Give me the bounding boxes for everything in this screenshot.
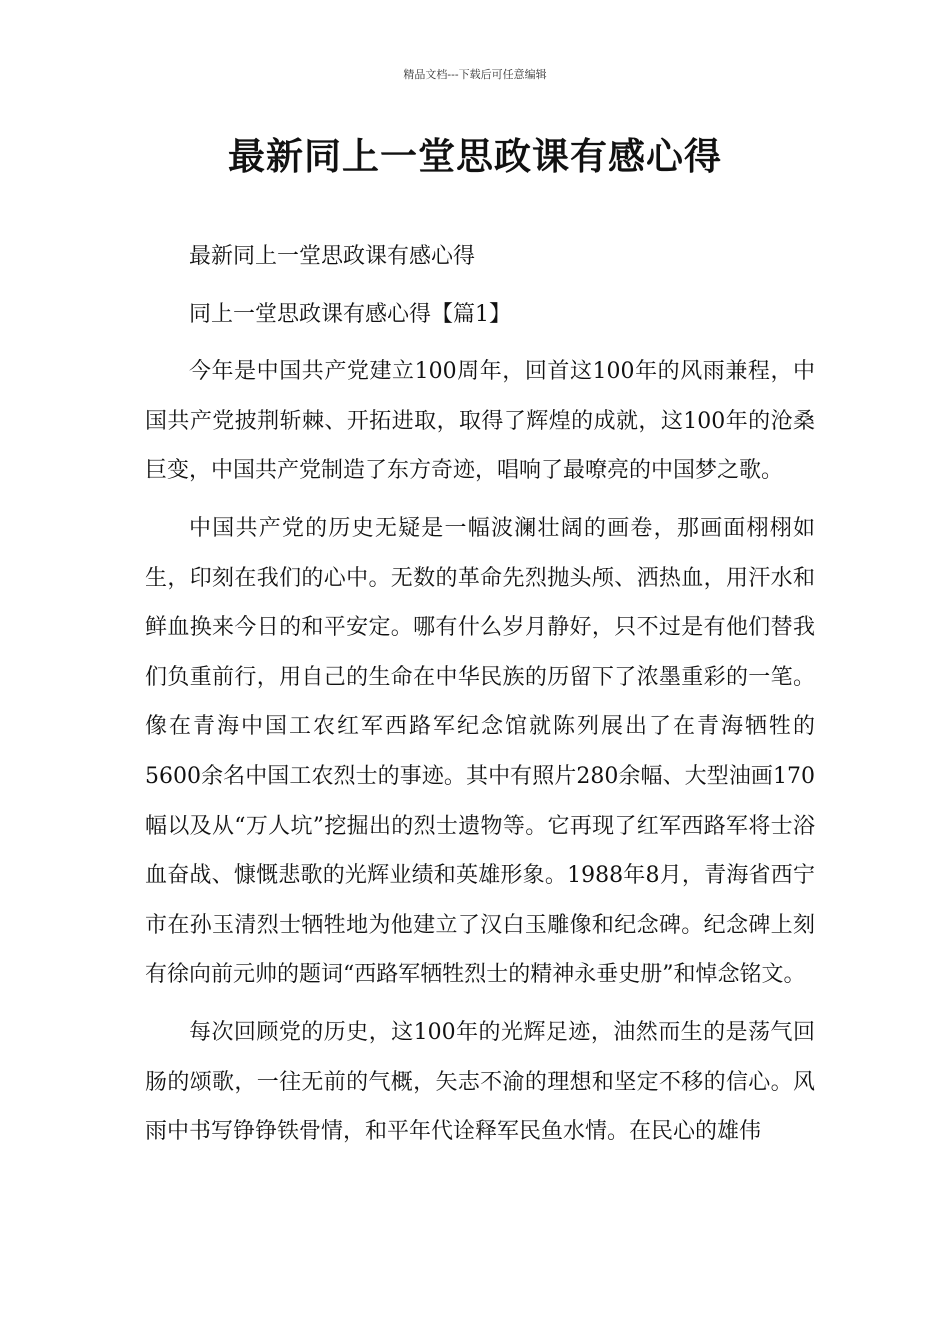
body-paragraph-subtitle: 最新同上一堂思政课有感心得 <box>189 244 476 269</box>
document-title: 最新同上一堂思政课有感心得 <box>228 135 722 178</box>
body-paragraph: 中国共产党的历史无疑是一幅波澜壮阔的画卷，那画面栩栩如生，印刻在我们的心中。无数的革命先烈抛头颅、洒热血，用汗水和鲜血换来今日的和平安定。哪有什么岁月静好，只不过是有他们替我们负重前行，用自己的生命在中华民族的历留下了浓墨重彩的一笔。像在青海中国工农红军西路军纪念馆就陈列展出了在青海牺牲的5600余名中国工农烈士的事迹。其中有照片280余幅、大型油画170幅以及从“万人坑”挖掘出的烈士遗物等。它再现了红军西路军将士浴血奋战、慷慨悲歌的光辉业绩和英雄形象。1988年8月，青海省西宁市在孙玉清烈士牺牲地为他建立了汉白玉雕像和纪念碑。纪念碑上刻有徐向前元帅的题词“西路军牺牲烈士的精神永垂史册”和悼念铭文。 <box>145 515 815 988</box>
body-paragraph: 今年是中国共产党建立100周年，回首这100年的风雨兼程，中国共产党披荆斩棘、开拓进取，取得了辉煌的成就，这100年的沧桑巨变，中国共产党制造了东方奇迹，唱响了最嘹亮的中国梦之歌。 <box>145 359 815 484</box>
body-paragraph-section-heading: 同上一堂思政课有感心得【篇1】 <box>189 301 511 327</box>
header-note: 精品文档---下载后可任意编辑 <box>403 68 547 81</box>
document-body <box>145 232 815 1157</box>
body-paragraph: 每次回顾党的历史，这100年的光辉足迹，油然而生的是荡气回肠的颂歌，一往无前的气概，矢志不渝的理想和坚定不移的信心。风雨中书写铮铮铁骨情，和平年代诠释军民鱼水情。在民心的雄伟 <box>145 1019 815 1145</box>
